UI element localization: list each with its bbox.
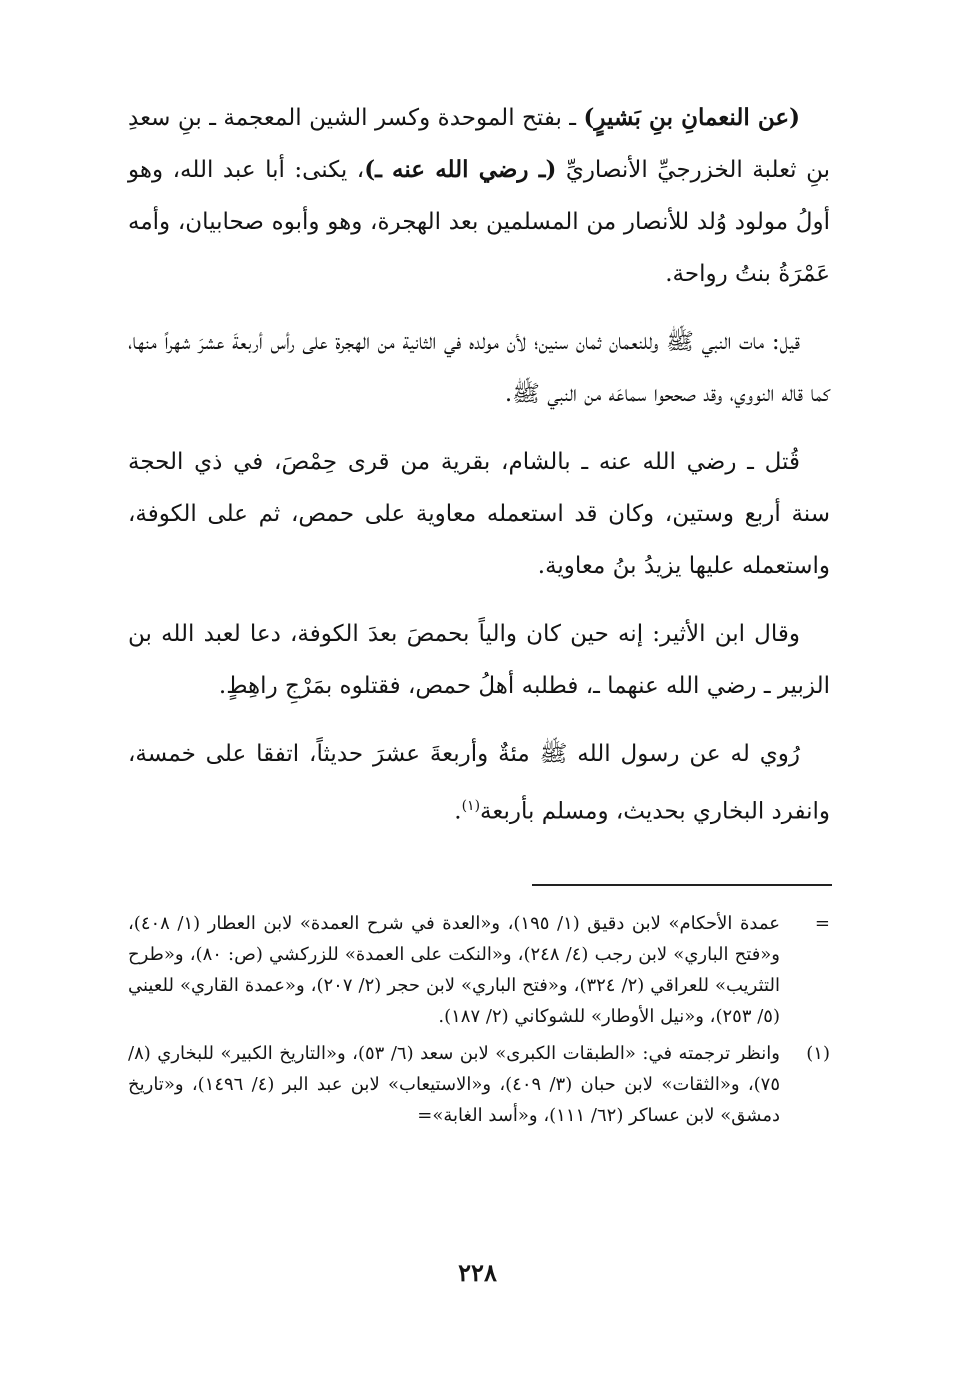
footnote-ref: (١)	[461, 798, 481, 814]
paragraph-age: قيل: مات النبي ﷺ وللنعمان ثمان سنين؛ لأن مولده في الثانية من الهجرة على رأس أربعةَ عشرَ شهراً منها، كما قاله النووي، وقد صححوا سماعَه من النبي ﷺ.	[128, 329, 830, 407]
paragraph-biography: (عن النعمانِ بنِ بَشيرٍ) ـ بفتح الموحدة وكسر الشين المعجمة ـ بنِ سعدِ بنِ ثعلبة الخزرجيِّ الأنصاريِّ (ـ رضي الله عنه ـ)، يكنى: أبا عبد الله، وهو أولُ مولود وُلد للأنصار من المسلمين بعد الهجرة، وهو وأبوه صحابيان، وأمه عَمْرَةُ بنتُ رواحة.	[128, 104, 830, 287]
paragraph-hadith-count: رُوي له عن رسول الله ﷺ مئةٌ وأربعةَ عشرَ حديثاً، اتفقا على خمسة، وانفرد البخاري بحديث، ومسلم بأربعة$^{(١)}$.	[128, 741, 830, 825]
footnotes	[128, 908, 830, 1137]
continuation-mark: =	[814, 913, 830, 934]
paragraph-ibn-athir: وقال ابن الأثير: إنه حين كان والياً بحمصَ بعدَ الكوفة، دعا لعبد الله بن الزبير ـ رضي الله عنهما ـ، فطلبه أهلُ حمص، فقتلوه بمَرْجِ راهِطٍ.	[128, 621, 830, 699]
footnote-text: وانظر ترجمته في: «الطبقات الكبرى» لابن سعد (٦/ ٥٣)، و«التاريخ الكبير» للبخاري (٨/ ٧٥)، و«الثقات» لابن حبان (٣/ ٤٠٩)، و«الاستيعاب» لابن عبد البر (٤/ ١٤٩٦)، و«تاريخ دمشق» لابن عساكر (٦٢/ ١١١)، و«أسد الغابة»=	[128, 1043, 780, 1126]
footnote-continuation	[128, 908, 830, 1032]
footnote-number: (١)	[806, 1043, 830, 1064]
paragraph-death: قُتل ـ رضي الله عنه ـ بالشام، بقرية من قرى حِمْصَ، في ذي الحجة سنة أربع وستين، وكان قد استعمله معاوية على حمص، ثم على الكوفة، واستعمله عليها يزيدُ بنُ معاوية.	[128, 449, 830, 579]
narrator-name: (عن النعمانِ بنِ بَشيرٍ)	[583, 104, 800, 131]
honorific: (ـ رضي الله عنه ـ)	[364, 156, 557, 183]
page-number: ٢٢٨	[458, 1258, 497, 1287]
footnote-separator	[532, 884, 832, 886]
main-text	[128, 92, 830, 854]
footnote-text: عمدة الأحكام» لابن دقيق (١/ ١٩٥)، و«العدة في شرح العمدة» لابن العطار (١/ ٤٠٨)، و«فتح الباري» لابن رجب (٤/ ٢٤٨)، و«النكت على العمدة» للزركشي (ص: ٨٠)، و«طرح التثريب» للعراقي (٢/ ٣٢٤)، و«فتح الباري» لابن حجر (٢/ ٢٠٧)، و«عمدة القاري» للعيني (٥/ ٢٥٣)، و«نيل الأوطار» للشوكاني (٢/ ١٨٧).	[128, 913, 780, 1027]
footnote-1	[128, 1038, 830, 1131]
